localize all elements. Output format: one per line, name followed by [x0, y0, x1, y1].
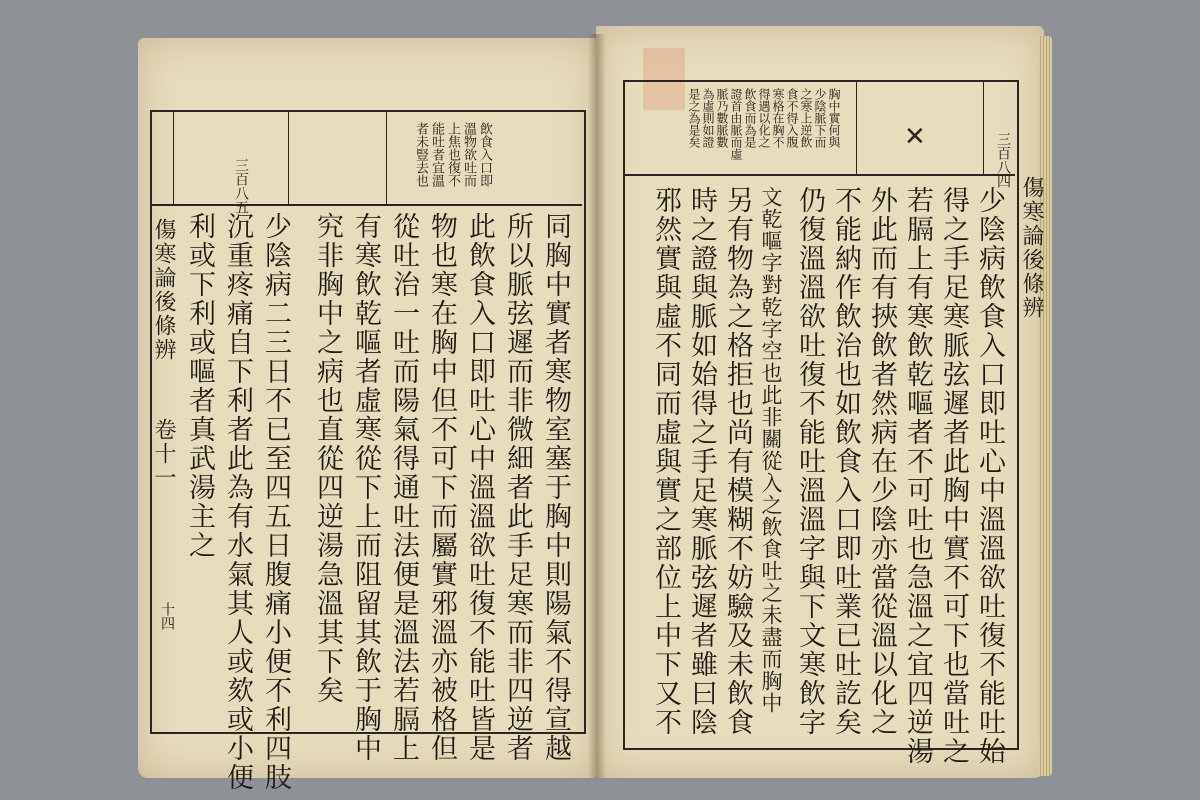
text-column: 少陰病二三日不已至四五日腹痛小便不利四肢 [260, 212, 291, 792]
header-note-col: 得遇以化之 [757, 88, 771, 148]
text-column: 不能納作飲治也如飲食入口即吐業已吐訖矣 [830, 186, 861, 737]
text-column: 物也寒在胸中但不可下而屬實邪溫亦被格但 [426, 212, 457, 763]
cell-divider [386, 110, 387, 204]
text-column: 沉重疼痛自下利者此為有水氣其人或欬或小便 [222, 212, 253, 792]
text-column: 利或下利或嘔者真武湯主之 [184, 212, 215, 560]
header-note-col: 胸中實何與 [827, 88, 841, 148]
leaf-number: 十四 [159, 602, 175, 630]
header-note-col: 飲食而為是 [743, 88, 757, 148]
cell-divider [288, 110, 289, 204]
page-number: 三百八四 [995, 132, 1011, 188]
header-note-col: 少陰脈下而 [813, 88, 827, 148]
text-column: 究非胸中之病也直從四逆湯急溫其下矣 [312, 212, 343, 705]
cell-divider [173, 110, 174, 204]
header-note-col: 飲食入口即 [477, 122, 492, 187]
text-column: 另有物為之格拒也尚有模糊不妨驗及未飲食 [722, 186, 753, 737]
cell-divider [983, 80, 984, 174]
header-note-col: 者未豎去也 [413, 122, 428, 187]
header-note-col: 寒格在胸不 [771, 88, 785, 148]
header-note-col: 能吐者宜溫 [429, 122, 444, 187]
page-edges [1038, 36, 1052, 776]
left-header-band [150, 110, 582, 206]
header-note-col: 是之為是矣 [687, 88, 701, 148]
book-spine [588, 34, 606, 778]
text-column: 文乾嘔字對乾字空也此非關從入之飲食吐之未盡而胸中 [759, 186, 783, 714]
text-column: 外此而有挾飲者然病在少陰亦當從溫以化之 [866, 186, 897, 737]
text-column: 若膈上有寒飲乾嘔者不可吐也急溫之宜四逆湯 [902, 186, 933, 766]
volume-label: 卷十一 [151, 418, 176, 490]
header-note-col: 證首由脈而虛 [729, 88, 743, 160]
text-column: 得之手足寒脈弦遲者此胸中實不可下也當吐之 [938, 186, 969, 766]
text-column: 邪然實與虛不同而虛與實之部位上中下又不 [650, 186, 681, 737]
text-column: 此飲食入口即吐心中溫溫欲吐復不能吐皆是 [464, 212, 495, 763]
header-note-col: 溫物欲吐而 [461, 122, 476, 187]
text-column: 所以脈弦遲而非微細者此手足寒而非四逆者 [502, 212, 533, 763]
text-column: 時之證與脈如始得之手足寒脈弦遲者雖曰陰 [686, 186, 717, 737]
text-column: 有寒飲乾嘔者虛寒從下上而阻留其飲于胸中 [350, 212, 381, 763]
header-note-col: 之寒上逆飲 [799, 88, 813, 148]
header-note-col: 脈乃數脈數 [715, 88, 729, 148]
header-note-col: 上焦也復不 [445, 122, 460, 187]
cell-divider [856, 80, 857, 174]
page-number: 三百八五 [233, 158, 249, 214]
text-column: 從吐治一吐而陽氣得通吐法便是溫法若膈上 [388, 212, 419, 763]
margin-title: 傷寒論後條辨 [151, 218, 176, 362]
text-column: 仍復溫溫欲吐復不能吐溫溫字與下文寒飲字 [794, 186, 825, 737]
margin-title: 傷寒論後條辨 [1019, 176, 1044, 320]
open-book [138, 26, 1050, 792]
text-column: 少陰病飲食入口即吐心中溫溫欲吐復不能吐始 [974, 186, 1005, 766]
header-note-col: 食不得入腹 [785, 88, 799, 148]
ink-mark: ✕ [904, 122, 926, 152]
header-note-col: 為虛則如證 [701, 88, 715, 148]
text-column: 同胸中實者寒物室塞于胸中則陽氣不得宣越 [540, 212, 571, 763]
